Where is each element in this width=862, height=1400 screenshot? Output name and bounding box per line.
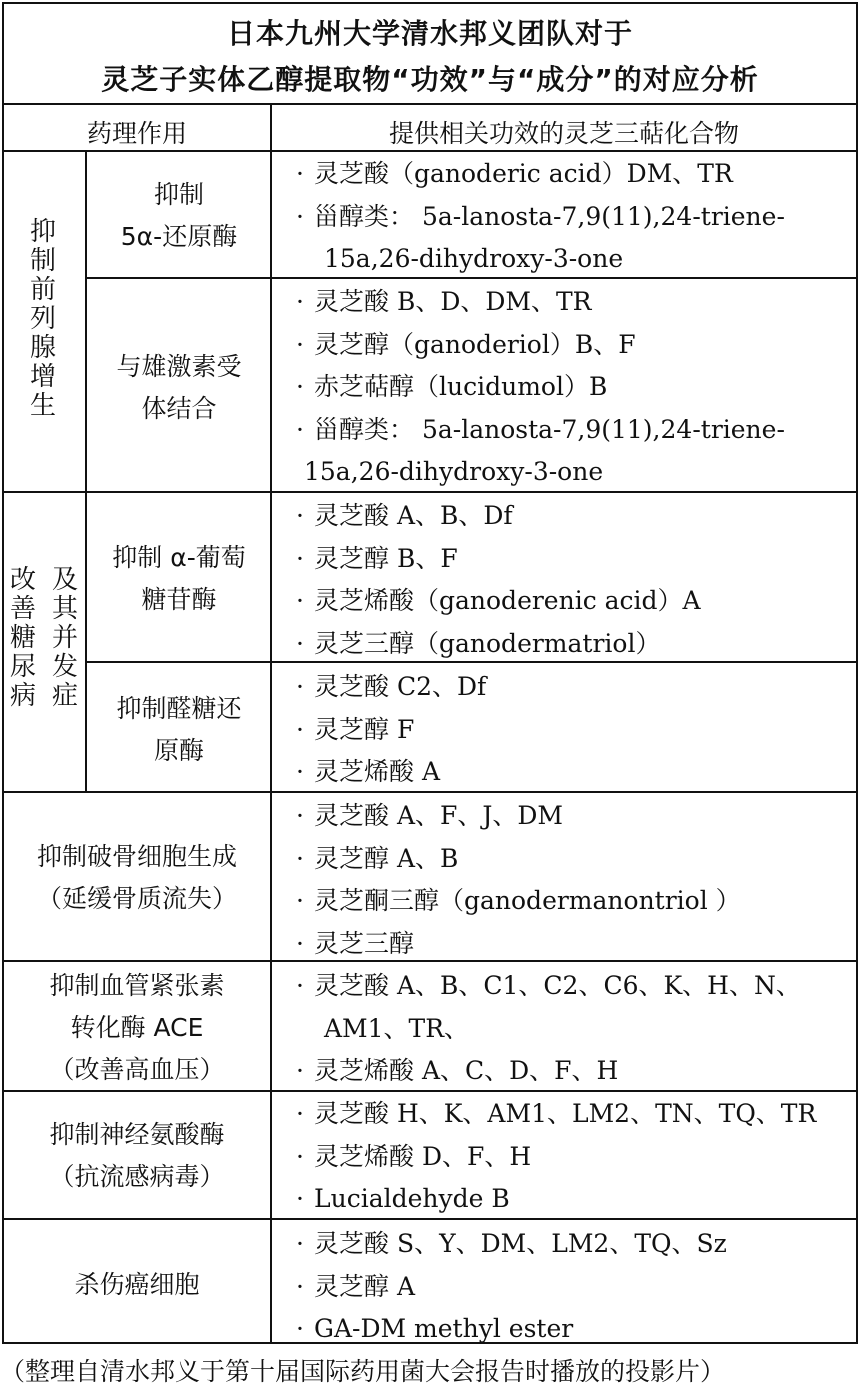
list-item: · 灵芝酮三醇（ganodermanontriol ） xyxy=(292,880,852,923)
list-item: · 灵芝酸 H、K、AM1、LM2、TN、TQ、TR xyxy=(292,1093,852,1136)
list-item: · 灵芝酸 C2、Df xyxy=(292,666,852,709)
list-item: · 灵芝酸 A、F、J、DM xyxy=(292,795,852,838)
list-item-continuation: AM1、TR、 xyxy=(324,1013,470,1043)
list-item: · 灵芝酸（ganoderic acid）DM、TR xyxy=(292,153,852,196)
compounds-ace xyxy=(292,965,852,1093)
effect-androgen-receptor: 与雄激素受 体结合 xyxy=(116,352,242,423)
list-item: · 灵芝醇 A xyxy=(292,1266,852,1309)
list-item: · Lucialdehyde B xyxy=(292,1178,852,1221)
effect-5a-reductase: 抑制 5α-还原酶 xyxy=(120,180,238,251)
list-item: · 灵芝酸 A、B、Df xyxy=(292,495,852,538)
list-item: · 灵芝烯酸 A xyxy=(292,751,852,794)
list-item: · 灵芝醇 F xyxy=(292,709,852,752)
list-item: · 甾醇类： 5a-lanosta-7,9(11),24-triene- xyxy=(292,196,852,239)
list-item: · GA-DM methyl ester xyxy=(292,1308,852,1351)
rule-group-column xyxy=(85,151,87,792)
list-item: · 灵芝醇 A、B xyxy=(292,838,852,881)
list-item: · 灵芝醇（ganoderiol）B、F xyxy=(292,324,852,367)
compounds-cancer-cells xyxy=(292,1223,852,1351)
rule-main-column xyxy=(270,104,272,1344)
list-item: · 甾醇类： 5a-lanosta-7,9(11),24-triene- xyxy=(292,409,852,452)
list-item: · 灵芝三醇（ganodermatriol） xyxy=(292,623,852,666)
effect-aldose-reductase: 抑制醛糖还 原酶 xyxy=(116,694,242,765)
rule-under-title xyxy=(2,103,858,105)
header-compounds: 提供相关功效的灵芝三萜化合物 xyxy=(388,119,739,148)
table-title-line-2: 灵芝子实体乙醇提取物“功效”与“成分”的对应分析 xyxy=(101,63,759,96)
effect-neuraminidase: 抑制神经氨酸酶 （抗流感病毒） xyxy=(49,1120,225,1191)
list-item: · 灵芝烯酸（ganoderenic acid）A xyxy=(292,580,852,623)
group-label-diabetes-col2: 及 其 并 发 症 xyxy=(51,565,78,711)
list-item: · 灵芝酸 B、D、DM、TR xyxy=(292,281,852,324)
effect-ace: 抑制血管紧张素 转化酶 ACE （改善高血压） xyxy=(49,971,225,1084)
compounds-osteoclast xyxy=(292,795,852,965)
list-item-continuation: 15a,26-dihydroxy-3-one xyxy=(324,244,624,274)
list-item: · 赤芝萜醇（lucidumol）B xyxy=(292,366,852,409)
compounds-androgen-receptor xyxy=(292,281,852,494)
compounds-5a-reductase xyxy=(292,153,852,281)
list-item: · 灵芝醇 B、F xyxy=(292,538,852,581)
list-item-continuation: 15a,26-dihydroxy-3-one xyxy=(304,457,604,487)
group-label-diabetes-col1: 改 善 糖 尿 病 xyxy=(9,565,36,711)
effect-cancer-cells: 杀伤癌细胞 xyxy=(74,1270,200,1299)
list-item: · 灵芝烯酸 D、F、H xyxy=(292,1136,852,1179)
compounds-aldose-reductase xyxy=(292,666,852,794)
source-note: （整理自清水邦义于第十届国际药用菌大会报告时播放的投影片） xyxy=(0,1357,726,1386)
list-item: · 灵芝酸 S、Y、DM、LM2、TQ、Sz xyxy=(292,1223,852,1266)
table-title-line-1: 日本九州大学清水邦义团队对于 xyxy=(226,17,633,50)
compounds-alpha-glucosidase xyxy=(292,495,852,665)
list-item: · 灵芝三醇 xyxy=(292,923,852,966)
compounds-neuraminidase xyxy=(292,1093,852,1221)
header-effect: 药理作用 xyxy=(86,119,187,148)
effect-osteoclast: 抑制破骨细胞生成 （延缓骨质流失） xyxy=(36,842,237,913)
group-label-prostate: 抑 制 前 列 腺 增 生 xyxy=(29,217,56,421)
rule-under-header xyxy=(2,150,858,152)
list-item: · 灵芝烯酸 A、C、D、F、H xyxy=(292,1050,852,1093)
effect-alpha-glucosidase: 抑制 α-葡萄 糖苷酶 xyxy=(112,543,246,614)
list-item: · 灵芝酸 A、B、C1、C2、C6、K、H、N、 xyxy=(292,965,852,1008)
